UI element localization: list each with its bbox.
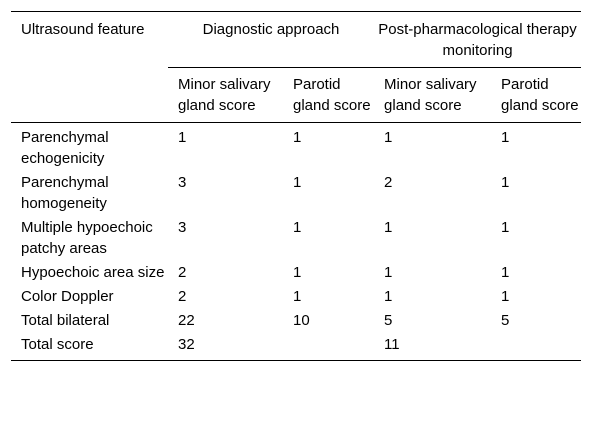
cell-value: 1 [501,129,510,146]
header-post-pharmacological-monitoring: Post-pharmacological therapy monitoring [378,21,577,59]
cell-value: 1 [501,288,510,305]
cell-value: 3 [178,174,187,191]
table-row [11,215,581,260]
header-minor-salivary-monitoring: Minor salivary gland score [374,68,491,123]
row-label: Multiple hypoechoic patchy areas [21,219,153,257]
row-label: Total bilateral [21,312,110,329]
table-row [11,308,581,332]
cell-value: 5 [384,312,393,329]
header-row-groups [11,12,581,68]
cell-value: 1 [293,129,302,146]
cell-value: 2 [384,174,393,191]
cell-value: 1 [501,219,510,236]
cell-value: 1 [384,288,393,305]
header-minor-salivary-diagnostic: Minor salivary gland score [168,68,283,123]
cell-value: 1 [384,264,393,281]
cell-value: 1 [178,129,187,146]
cell-value [491,332,581,361]
table-row [11,284,581,308]
cell-value: 1 [293,288,302,305]
cell-value: 1 [384,219,393,236]
header-parotid-monitoring: Parotid gland score [491,68,581,123]
cell-value: 1 [293,174,302,191]
cell-value: 22 [178,312,195,329]
header-parotid-diagnostic: Parotid gland score [283,68,374,123]
cell-value: 32 [178,336,195,353]
cell-value: 11 [384,336,400,353]
table-row [11,170,581,215]
table-row [11,123,581,171]
row-label: Parenchymal echogenicity [21,129,109,167]
cell-value: 1 [293,219,302,236]
cell-value: 10 [293,312,310,329]
table-row [11,260,581,284]
cell-value: 2 [178,264,187,281]
table-row [11,332,581,361]
header-ultrasound-feature: Ultrasound feature [21,21,145,38]
row-label: Parenchymal homogeneity [21,174,109,212]
row-label: Color Doppler [21,288,114,305]
ultrasound-score-table [11,11,581,361]
cell-value: 1 [293,264,302,281]
header-diagnostic-approach: Diagnostic approach [202,21,340,38]
row-label: Hypoechoic area size [21,264,165,281]
cell-value: 5 [501,312,510,329]
cell-value [283,332,374,361]
row-label: Total score [21,336,94,353]
cell-value: 3 [178,219,187,236]
cell-value: 1 [501,174,510,191]
cell-value: 1 [384,129,393,146]
cell-value: 2 [178,288,187,305]
cell-value: 1 [501,264,510,281]
